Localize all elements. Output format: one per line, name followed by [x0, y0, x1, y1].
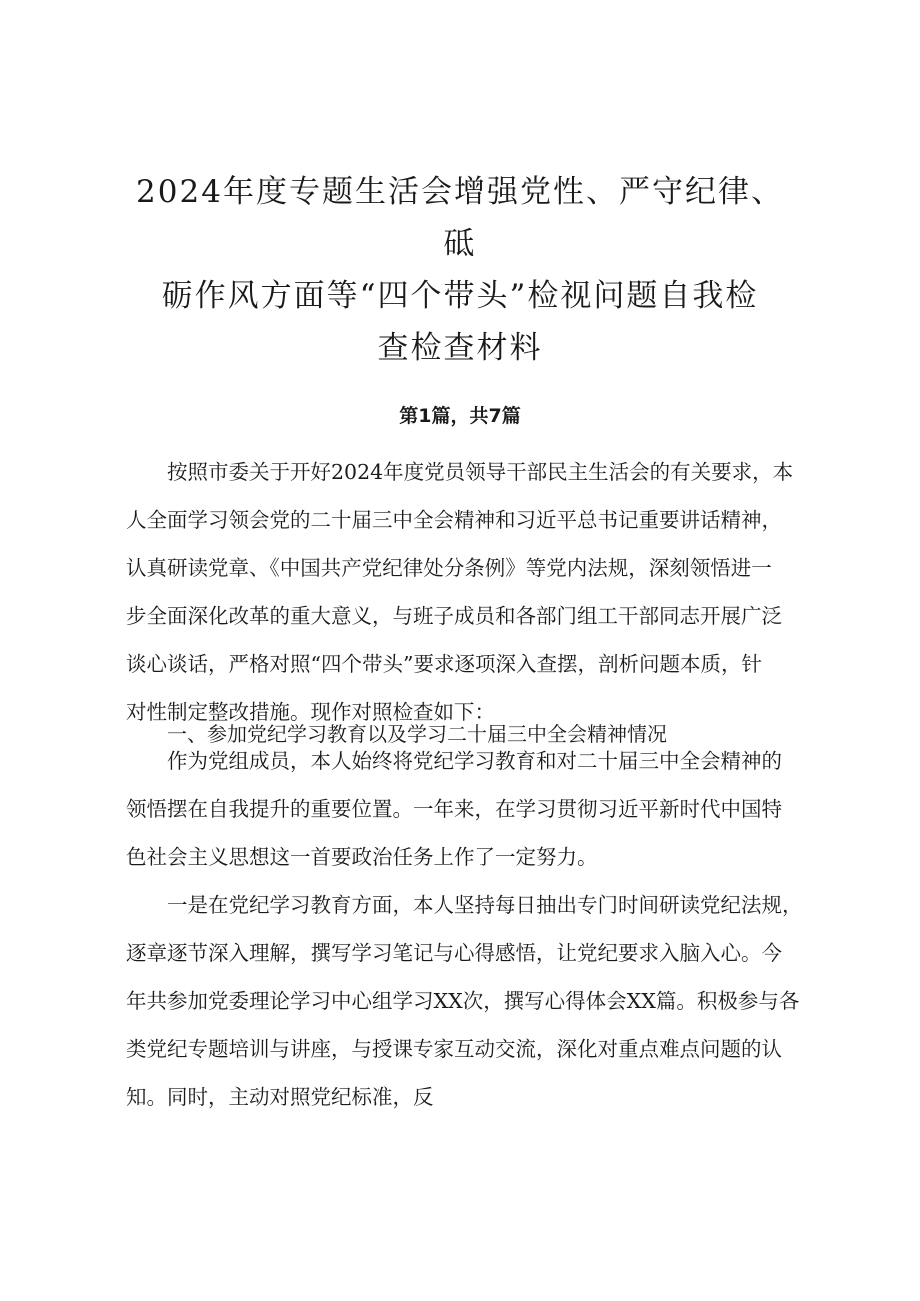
- paragraph-line: 作为党组成员，本人始终将党纪学习教育和对二十届三中全会精神的: [167, 749, 782, 773]
- title-line: 2024年度专题生活会增强党性、严守纪律、砥: [136, 174, 784, 262]
- section-heading: 一、参加党纪学习教育以及学习二十届三中全会精神情况: [167, 722, 667, 746]
- paragraph-line: 人全面学习领会党的二十届三中全会精神和习近平总书记重要讲话精神，: [126, 508, 782, 532]
- paragraph-line: 类党纪专题培训与讲座，与授课专家互动交流，深化对重点难点问题的认: [126, 1037, 782, 1061]
- paragraph-line: 对性制定整改措施。现作对照检查如下：: [126, 700, 495, 724]
- title-line: 砺作风方面等“四个带头”检视问题自我检: [161, 278, 759, 314]
- paragraph-line: 步全面深化改革的重大意义，与班子成员和各部门组工干部同志开展广泛: [126, 604, 782, 628]
- paragraph-line: 按照市委关于开好2024年度党员领导干部民主生活会的有关要求，本: [167, 460, 794, 484]
- paragraph-line: 逐章逐节深入理解，撰写学习笔记与心得感悟，让党纪要求入脑入心。今: [126, 941, 782, 965]
- paragraph-line: 谈心谈话，严格对照“四个带头”要求逐项深入查摆，剖析问题本质，针: [126, 652, 762, 676]
- body-paragraph: [126, 881, 816, 1121]
- paragraph-line: 认真研读党章、《中国共产党纪律处分条例》等党内法规，深刻领悟进一: [126, 556, 772, 580]
- paragraph-line: 色社会主义思想这一首要政治任务上作了一定努力。: [126, 845, 598, 869]
- intro-paragraph: [126, 448, 816, 736]
- paragraph-line: 年共参加党委理论学习中心组学习XX次，撰写心得体会XX篇。积极参与各: [126, 989, 800, 1013]
- paragraph-line: 知。同时，主动对照党纪标准，反: [126, 1085, 434, 1109]
- paragraph-line: 领悟摆在自我提升的重要位置。一年来，在学习贯彻习近平新时代中国特: [126, 797, 782, 821]
- body-paragraph: [126, 737, 816, 881]
- article-counter: 第1篇，共7篇: [399, 405, 521, 427]
- document-title: [120, 166, 800, 374]
- paragraph-line: 一是在党纪学习教育方面，本人坚持每日抽出专门时间研读党纪法规，: [167, 893, 803, 917]
- title-line: 查检查材料: [377, 330, 543, 366]
